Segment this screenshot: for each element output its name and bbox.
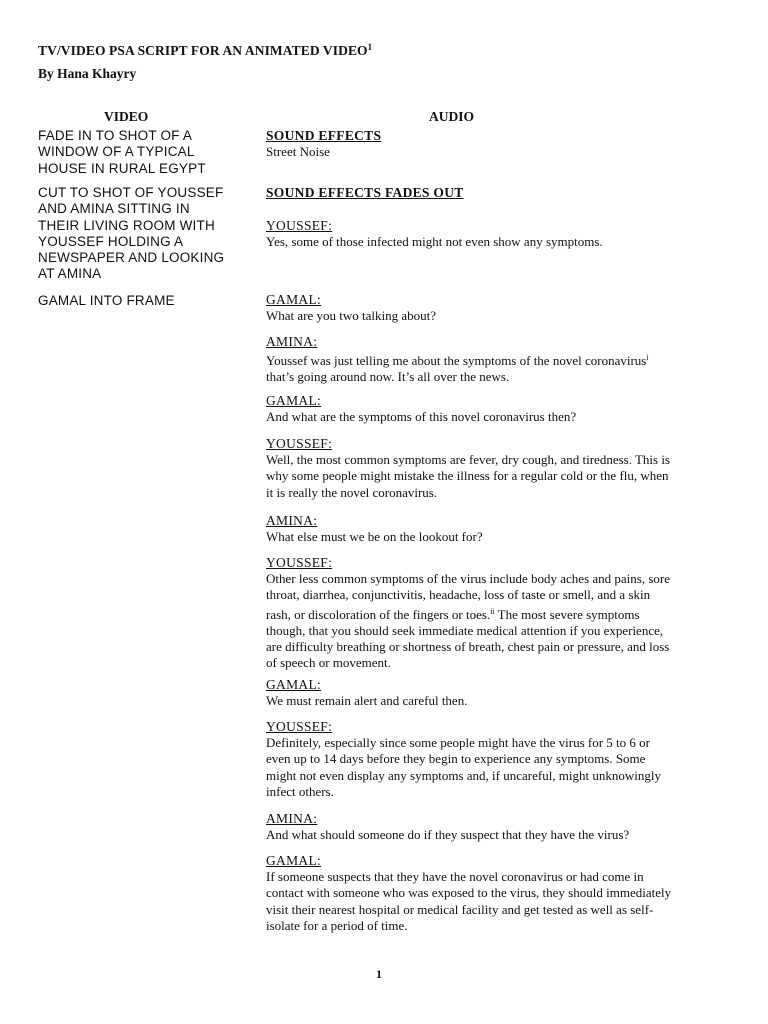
video-cue-line: GAMAL INTO FRAME xyxy=(38,293,175,308)
video-cue-gamal-enters xyxy=(38,293,253,309)
dialogue-line: throat, diarrhea, conjunctivitis, headache, loss of taste or smell, and a skin xyxy=(266,587,651,603)
dialogue-line: Well, the most common symptoms are fever, dry cough, and tiredness. This is xyxy=(266,452,671,468)
video-cue-line: YOUSSEF HOLDING A xyxy=(38,233,184,249)
video-cue-fade-in xyxy=(38,128,253,177)
video-cue-line: THEIR LIVING ROOM WITH xyxy=(38,217,215,233)
dialogue-line: visit their nearest hospital or medical facility and get tested as well as self- xyxy=(266,901,654,917)
speaker-label: GAMAL: xyxy=(266,853,322,868)
footnote-marker: ii xyxy=(490,606,495,616)
video-cue-line: HOUSE IN RURAL EGYPT xyxy=(38,160,206,176)
dialogue-line: of speech or movement. xyxy=(266,655,391,671)
speaker-label: YOUSSEF: xyxy=(266,555,333,570)
dialogue-line: might not even display any symptoms and, if uncareful, might unknowingly xyxy=(266,767,662,783)
page-number: 1 xyxy=(376,967,382,981)
video-cue-line: FADE IN TO SHOT OF A xyxy=(38,128,193,143)
video-cue-line: AT AMINA xyxy=(38,266,102,282)
title-footnote-marker: 1 xyxy=(367,42,373,52)
dialogue-gamal-1 xyxy=(266,292,750,324)
video-cue-line: WINDOW OF A TYPICAL xyxy=(38,144,195,160)
speaker-label: GAMAL: xyxy=(266,292,322,307)
document-title xyxy=(38,42,372,59)
dialogue-text: The most severe symptoms xyxy=(497,606,640,622)
dialogue-line: even up to 14 days before they begin to experience any symptoms. Some xyxy=(266,751,646,767)
dialogue-text: Youssef was just telling me about the symptoms of the novel coronavirus xyxy=(266,353,647,369)
dialogue-amina-2 xyxy=(266,513,750,545)
speaker-label: GAMAL: xyxy=(266,677,322,692)
dialogue-line: that’s going around now. It’s all over the news. xyxy=(266,369,510,385)
speaker-label: AMINA: xyxy=(266,811,318,826)
dialogue-amina-3 xyxy=(266,811,750,843)
audio-sound-effects-fade xyxy=(266,185,750,201)
dialogue-line: What are you two talking about? xyxy=(266,308,437,324)
dialogue-line: If someone suspects that they have the novel coronavirus or had come in xyxy=(266,869,644,885)
dialogue-line: Yes, some of those infected might not even show any symptoms. xyxy=(266,234,603,250)
dialogue-youssef-3 xyxy=(266,555,750,671)
video-column-heading: VIDEO xyxy=(104,109,149,124)
dialogue-gamal-4 xyxy=(266,853,750,934)
dialogue-line xyxy=(266,604,750,623)
audio-sound-effects-street xyxy=(266,128,750,160)
dialogue-line: though, that you should seek immediate medical attention if you experience, xyxy=(266,622,664,638)
dialogue-line xyxy=(266,350,750,369)
speaker-label: YOUSSEF: xyxy=(266,719,333,734)
dialogue-youssef-1 xyxy=(266,218,750,250)
speaker-label: AMINA: xyxy=(266,513,318,528)
dialogue-line: And what are the symptoms of this novel coronavirus then? xyxy=(266,409,577,425)
dialogue-line: why some people might mistake the illness for a regular cold or the flu, when xyxy=(266,468,669,484)
video-cue-line: AND AMINA SITTING IN xyxy=(38,201,190,217)
speaker-label: YOUSSEF: xyxy=(266,436,333,451)
dialogue-youssef-4 xyxy=(266,719,750,800)
document-author: By Hana Khayry xyxy=(38,66,137,81)
sound-effects-text: Street Noise xyxy=(266,144,330,160)
dialogue-line: We must remain alert and careful then. xyxy=(266,693,468,709)
dialogue-line: are difficulty breathing or shortness of breath, chest pain or pressure, and loss xyxy=(266,639,670,655)
dialogue-line: Definitely, especially since some people might have the virus for 5 to 6 or xyxy=(266,735,650,751)
dialogue-line: isolate for a period of time. xyxy=(266,917,408,933)
video-cue-line: CUT TO SHOT OF YOUSSEF xyxy=(38,185,224,200)
dialogue-line: contact with someone who was exposed to the virus, they should immediately xyxy=(266,885,672,901)
document-title-text: TV/VIDEO PSA SCRIPT FOR AN ANIMATED VIDEO xyxy=(38,43,368,58)
dialogue-amina-1 xyxy=(266,334,750,386)
dialogue-line: What else must we be on the lookout for? xyxy=(266,529,483,545)
dialogue-line: infect others. xyxy=(266,783,334,799)
speaker-label: GAMAL: xyxy=(266,393,322,408)
audio-column-heading: AUDIO xyxy=(429,109,475,124)
dialogue-line: And what should someone do if they suspect that they have the virus? xyxy=(266,827,630,843)
dialogue-gamal-2 xyxy=(266,393,750,425)
dialogue-gamal-3 xyxy=(266,677,750,709)
dialogue-line: Other less common symptoms of the virus include body aches and pains, sore xyxy=(266,571,671,587)
speaker-label: YOUSSEF: xyxy=(266,218,333,233)
dialogue-line: it is really the novel coronavirus. xyxy=(266,484,438,500)
speaker-label: AMINA: xyxy=(266,334,318,349)
sound-effects-fade-heading: SOUND EFFECTS FADES OUT xyxy=(266,185,464,200)
video-cue-living-room xyxy=(38,185,253,283)
footnote-marker: i xyxy=(646,353,649,363)
dialogue-youssef-2 xyxy=(266,436,750,501)
dialogue-text: rash, or discoloration of the fingers or toes. xyxy=(266,606,491,622)
sound-effects-heading: SOUND EFFECTS xyxy=(266,128,382,143)
video-cue-line: NEWSPAPER AND LOOKING xyxy=(38,250,225,266)
